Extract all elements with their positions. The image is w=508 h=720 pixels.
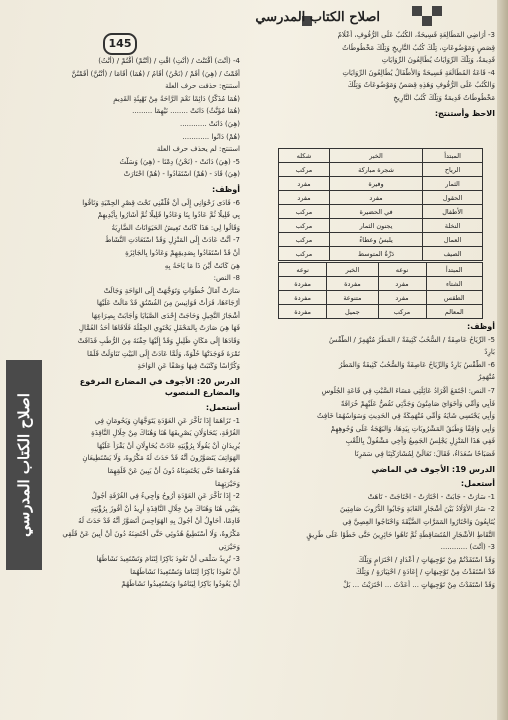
table-row	[279, 191, 483, 205]
table-cell: مفردة	[279, 277, 327, 291]
table-header-cell: المبتدأ	[423, 149, 483, 163]
right-top-lines	[270, 30, 495, 105]
predicate-table	[278, 148, 483, 261]
right-mid-lines	[270, 335, 495, 461]
right-lesson-heading: الدرس 19: الأجوف في الماضي	[371, 464, 495, 474]
table-row	[279, 291, 483, 305]
table-header-cell: المبتدأ	[426, 263, 482, 277]
text-line: فَصَبَاحًا سُعَدَاءُ، فَقَالَ: تَعَالَيْ لِمُشَارَكَتِنَا فِي سَمَرِنَا	[354, 449, 495, 458]
text-line: وَالكُتُبُ عَلَى الرُّفُوفِ وَهَذِهِ قِصَصٌ وَمَوْضُوعَاتٌ وَتِلْكَ	[347, 81, 495, 90]
text-line: مَخْطُوطَاتٌ قَدِيمَةٌ وَتِلْكَ كُتُبُ التَّارِيخِ	[393, 93, 495, 102]
text-line: هُدُوءَهُمَا حَتَّى يَحْتَضِنَاهُ دُونَ أَنْ يَبِينَ عَنْ قَلَقِهِمَا	[107, 467, 240, 475]
text-line: (هُمْ) دَانُوا ............	[182, 132, 240, 141]
table-cell: الأطفال	[423, 205, 483, 219]
left-column	[40, 56, 240, 592]
left-mid-lines	[40, 198, 240, 373]
header-ornament	[422, 16, 432, 26]
table-cell: مفردة	[279, 305, 327, 319]
table-header-row	[279, 263, 483, 277]
text-line: وَحَيْرَتِي	[218, 542, 240, 551]
text-line: سَارَتْ آمَالُ خُطُوَاتٍ وَتَوَجَّهَتْ إِلَى الوَاحَةِ وَجَالَتْ	[103, 286, 240, 295]
text-line: 6- فَادَى زَحْوَانِي إِلَى أَنْ فُلَّفْنِي تَحْتَ قِصْرِ الحِمْيَةِ وَنَاقُوا	[82, 198, 240, 207]
table-cell: مركب	[378, 305, 426, 319]
text-line: فَفِي هَذَا المَنْزِلِ يَجْلِسُ الجَمِيعُ وَأَخِي مَشْغُولٌ بِاللُّعْبِ	[345, 437, 495, 446]
table-cell: مركب	[279, 205, 330, 219]
text-line: استنتج: لم يحذف حرف العلة	[156, 145, 240, 154]
text-line: 7- النص: اجْتَمَعَ أَفْرَادُ عَائِلَتِي مَسَاءَ السَّبْتِ فِي قَاعَةِ الجُلُوسِ	[321, 386, 495, 395]
text-line: 3- (أَنْتَ) ............	[440, 543, 495, 552]
text-line: هِيَ كَانَتْ أَيْنَ ذَا مَا يَاحَةُ بِهِ	[164, 261, 240, 270]
text-line: أَشْجَارُ النَّخِيلِ وَحَاجَتْ إِحْدَى الصَّبَايَا وَأَجَابَتْ بِصِرَاعِهَا	[91, 311, 240, 320]
text-line: (هِيَ) دَانَتْ ............	[179, 119, 240, 128]
text-line: وَقَدْ اسْتَفَدْتُ مِنْ تَوْجِيهَاتٍ ... أَعَدْتُ ... احْتَرَيْتُ ... بَلْ	[343, 580, 495, 589]
table-cell: في الحضيرة	[329, 205, 422, 219]
table-cell: الطقس	[426, 291, 482, 305]
text-line: وَأَبِي وَاقِفًا وَطَبَقُ المَشْرُوبَاتِ بِيَدِهَا، وَالبَهْجَةُ عَلَى وُجُوهِهِمْ	[330, 424, 495, 433]
book-spine	[497, 0, 508, 720]
text-line: 5- الرِّيَاحُ عَاصِفَةٌ / السُّحُبُ كَثِيفَةٌ / المَطَرُ مُنْهَمِرٌ / الطَّقْسُ	[329, 335, 495, 344]
table-cell: مركب	[279, 163, 330, 177]
left-heading-apply: أوظف:	[212, 184, 240, 194]
text-line: 3- أَرَاضِي المَطَالِعَةِ فَسِيحَةٌ، الكُتُبُ عَلَى الرُّفُوفِ، أَعْلَامٌ	[337, 31, 495, 39]
header-ornament	[412, 6, 422, 16]
text-line: التَّقَاطِ الأَشْجَارِ المُتَسَاقِطَةِ ثُمَّ تَاهُوا حَائِرِينَ حَتَّى خَطَوْا عَلَى طَرِيقٍ	[306, 530, 495, 539]
table-cell: الرياح	[423, 163, 483, 177]
table-row	[279, 163, 483, 177]
table-cell: الثمار	[423, 177, 483, 191]
text-line: وَقَالُوا لِي: هَذَا كَانَتْ تَعِيشُ الحَيَوَانَاتُ الضَّارِيَةُ	[111, 223, 240, 232]
table-cell: يلبسُ وعطاءُ	[329, 233, 422, 247]
subject-predicate-type-table	[278, 262, 483, 319]
left-bottom-lines	[40, 416, 240, 591]
text-line: الهَوَاتِفَ يَتَصَوَّرُونَ أَنَّهُ قَدْ حَدَثَ لَهُ مَكْرُوهٌ، وَلَا يَسْتَطِيعَانِ	[82, 454, 240, 463]
table-header-cell: نوعه	[378, 263, 426, 277]
text-line: 1- سَارَتْ - جَابَتْ - احْتَارَتْ - احْتَاجَتْ - تَاهَتْ	[367, 492, 495, 501]
text-line: وَقَادَهَا إِلَى مَكَانٍ ظَلِيلٍ وَقَدْ إِلَيْهَا حِفْنَةَ مِنَ الرُّطَبِ فَذَاقَتْ	[77, 337, 240, 346]
right-heading-apply: أوظف:	[467, 322, 495, 331]
table-cell: مفرد	[279, 191, 330, 205]
table-cell: جميل	[327, 305, 378, 319]
table-cell: مفردة	[279, 291, 327, 305]
side-tab-label: اصلاح الكتاب المدرسي	[15, 393, 33, 537]
text-line: أستنتج: حذفت حرف العلة	[165, 82, 240, 91]
table-row	[279, 219, 483, 233]
text-line: وَأَبِي يَحْتَسِي شَايَهُ وَأُمِّي مُنْهَمِكَةٌ فِي الحَدِيثِ وَسَوَاسُهُمَا خَافِتٌ	[317, 412, 495, 421]
table-cell: مركب	[279, 233, 330, 247]
right-heading-use: أستعمل:	[460, 479, 495, 489]
text-line: 4- قَاعَةُ المُطَالَعَةِ فَسِيحَةٌ وَالأَطْفَالُ يُطَالِعُونَ الرِّوَايَاتِ	[342, 68, 495, 77]
text-line: 6- الطَّقْسُ بَارِدٌ وَالرِّيَاحُ عَاصِفَةٌ وَالسُّحُبُ كَثِيفَةٌ وَالمَطَرُ	[339, 360, 495, 369]
left-top-lines	[40, 56, 240, 181]
text-line: أَنْ يَعُودُوا بَاكِرًا لِيَنَامُوا وَيَسْتَعِيدُوا نَشَاطَهُمْ	[121, 580, 240, 589]
header-title: اصلاح الكتاب المدرسي	[255, 10, 380, 25]
table-cell: الحقول	[423, 191, 483, 205]
table-cell: مفرد	[329, 191, 422, 205]
right-column-lower	[270, 318, 495, 592]
text-line: 7- أَنَّتْ عَادَتْ إِلَى المَنْزِلِ وَقَدْ اسْتَعَادَتِ النَّشَاطَ	[104, 236, 240, 245]
table-cell: العمال	[423, 233, 483, 247]
table-cell: مركب	[279, 247, 330, 261]
text-line: الغُرْفَةِ، يَتَحَاوَلَانِ يَصْرِيفَهَا هُنَا وَهُنَاكَ مِنْ خِلَالِ النَّافِذَةِ	[91, 429, 240, 438]
table-cell: وفيرة	[329, 177, 422, 191]
table-cell: النخلة	[423, 219, 483, 233]
text-line: (هُمَا مُؤَنَّثٌ) دَانَتْ ........ نَيْهِمَا .........	[132, 107, 240, 116]
table-header-cell: الخبر	[327, 263, 378, 277]
text-line: فَأَبِي وَأُمِّي وَأَخَوَايَ صَامِتُونَ وَجَدَّتِي تَقُصُّ عَلَيْهِمْ خُرَافَةً	[340, 399, 495, 408]
text-line: قَادِمًا، أُحَاوِلُ أَنْ أَجُولَ بِهِ الهَوَاجِسَ أَتَصَوَّرُ أَنَّهُ قَدْ حَدَثَ لَهُ	[78, 517, 240, 526]
text-line: أَنْ تَعُودَا بَاكِرًا لِتَنَامَا وَتَسْتَعِيدَا نَشَاطَهُمَا	[130, 567, 240, 576]
text-line: فَهَا هِيَ صَارَتْ بِالمَحْفَلِ يَحْتَوِي الحِفْلَةَ فَلَاقَاهَا أَحَدُ العُمَّالِ	[78, 324, 240, 333]
text-line: يُتَابِعُونَ وَاحْتَارُوا المَمَرَّاتِ الضَّيِّقَةَ وَاحْتَاجُوا العِصِيَّ فِي	[342, 517, 495, 526]
table-cell: متنوعة	[327, 291, 378, 305]
text-line: يُرِيدَانِ أَنْ يَقُولَا بِرُؤْيَتِهِ عَادَتْ يُحَاوِلَانِ أَنْ يَقْرَأَ عَلَيْهَا	[97, 441, 240, 450]
table-cell: مفردة	[327, 277, 378, 291]
table-cell: مفرد	[378, 277, 426, 291]
left-lesson-heading: الدرس 20: الأجوف في المضارع المرفوع والمضارع المنصوب	[79, 376, 240, 398]
text-line: تَمْرَةَ فَوَجَدَتْهَا حُلْوَةً، وَلَمَّا عَادَتْ إِلَى البَيْتِ تَنَاوَلَتْ قَلَمًا	[86, 349, 240, 358]
table-header-cell: نوعه	[279, 263, 327, 277]
table-row	[279, 305, 483, 319]
text-line: (هِيَ) قَادَ - (هُمْ) اسْتَفَادُوا - (هُمْ) احْتَارَتْ	[123, 170, 240, 179]
side-tab	[6, 360, 42, 570]
header-ornament	[432, 6, 442, 16]
right-column	[270, 30, 495, 121]
text-line: 3- تُرِيدُ سَلْمَى أَنْ تَعُودَ بَاكِرًا لِتَنَامَ وَتَسْتَعِيدَ نَشَاطَهَا	[96, 555, 240, 564]
text-line: أَنْ قَدْ اسْتَفَادُوا بِصَدِيقِهِمْ وَعَادُوا بِالجَائِزَةِ	[125, 248, 240, 257]
table-row	[279, 277, 483, 291]
text-line: 2- إِذَا تَأَخَّرَ عَنِ العَوْدَةِ أَرُوحُ وَأَجِيءُ فِي الغُرْفَةِ أَجُولُ	[91, 492, 240, 501]
text-line: بِعَيْنِي هُنَا وَهُنَاكَ مِنْ خِلَالِ النَّافِذَةِ أُرِيدُ أَنْ أَفُوزَ بِرُؤْيَتِهِ	[90, 504, 240, 513]
table-header-row	[279, 149, 483, 163]
page-header	[250, 6, 450, 26]
text-line: قِصَصٍ وَمَوْضُوعَاتٍ، تِلْكَ كُتُبُ التَّارِيخِ وَتِلْكَ مَخْطُوطَاتٌ	[342, 43, 495, 52]
text-line: قَدْ اسْتَفَدْتُ مِنْ تَوْجِيهَاتٍ / إِعَادَةٍ / احْتِيَارَةٍ / وَتِلْكَ	[355, 568, 495, 577]
text-line: 4- (أَنْتَ) أَقْتَنْتَ / (أَنْتِ) اقْتِ / (أَنْتُمْ) أَقْتُمْ / (أَنْتُ)	[98, 57, 240, 65]
text-line: بَارِدٌ	[484, 348, 495, 357]
right-bottom-lines	[270, 492, 495, 592]
table-cell: المعالم	[426, 305, 482, 319]
table-header-cell: شكله	[279, 149, 330, 163]
text-line: أَقَمْتُ / (هِيَ) أَقَمْ / (نَحْنُ) أَقَامُ / (هُمَا) أَقَامَا / (أَنْتُنَّ) أَقَمْتُنَّ	[71, 69, 240, 78]
text-line: أَرْجَاءَهَا، فَرَأَتْ فَوَانِيسَ مِنَ الفُسْتُقِ قَدْ مَالَتْ عَلَيْهَا	[96, 299, 240, 308]
text-line: 2- سَارَ الأَوْلَادُ بَيْنَ أَشْجَارِ الغَابَةِ وَجَابُوا الدُّرُوبَ صَامِتِينَ	[340, 505, 495, 514]
text-line: قَدِيمَةٌ، وَتِلْكَ الرِّوَايَاتُ يُطَالِعُونَ الرِّوَايَاتِ	[381, 56, 495, 65]
text-line: وَحَيْرَتِهِمَا	[214, 479, 240, 488]
table-row	[279, 177, 483, 191]
table-row	[279, 247, 483, 261]
text-line: 1- تَزَاهَمَا إِذَا تَأَخَّرَ عَنِ العَوْدَةِ يَتَوَجَّهَانِ وَيَحُومَانِ فِي	[94, 416, 240, 425]
page-number: 145	[103, 33, 137, 55]
table-row	[279, 205, 483, 219]
table-cell: شجرة مباركة	[329, 163, 422, 177]
text-line: بِي قَلِيلًا ثُمَّ عَادُوا بِنَا وَعَادُوا قَلِيلًا ثُمَّ أَشَارُوا بِأَيْدِيهِمْ	[97, 211, 240, 220]
text-line: 5- (هِيَ) دَانَتْ - (نَحْنُ) دِمْنَا - (هِيَ) وَسَلْتُ	[119, 157, 240, 166]
table-cell: مفرد	[279, 177, 330, 191]
text-line: وَكُرَّاسًا وَكَتَبَتْ فِيهَا وَصْفًا عَنِ الوَاحَةِ	[137, 362, 240, 371]
table-cell: الشتاء	[426, 277, 482, 291]
text-line: (هُمَا مُذَكَّرٌ) دَائِمًا نَعْمَ الرَّاحَةُ مِنْ تَهْيِئَةِ القَدِيمِ	[113, 94, 240, 103]
table-header-cell: الخبر	[329, 149, 422, 163]
table-cell: يجنون الثمار	[329, 219, 422, 233]
left-heading-use: أستعمل:	[205, 403, 240, 413]
text-line: مَكْرُوهٌ، وَلَا أَسْتَطِيعُ هُدُوئِي حَتَّى أَحْتَضِنَهُ دُونَ أَنْ أُبِينَ عَنْ قَلَقِي	[62, 529, 240, 538]
table-cell: الصيف	[423, 247, 483, 261]
text-line: 8- النص:	[213, 274, 240, 283]
table-cell: مركب	[279, 219, 330, 233]
text-line: مُنْهَمِرٌ	[478, 373, 495, 382]
table-cell: مفرد	[378, 291, 426, 305]
table-cell: دَرَّةُ المتوسط	[329, 247, 422, 261]
text-line: وَقَدْ اسْتَفَدْتُمْ مِنْ تَوْجِيهَاتٍ / أَعْدَادٍ / احْتَرَامٍ وَتِلْكَ	[358, 555, 495, 564]
right-heading-observe: الاحظ وأستنتج:	[434, 108, 495, 118]
table-row	[279, 233, 483, 247]
